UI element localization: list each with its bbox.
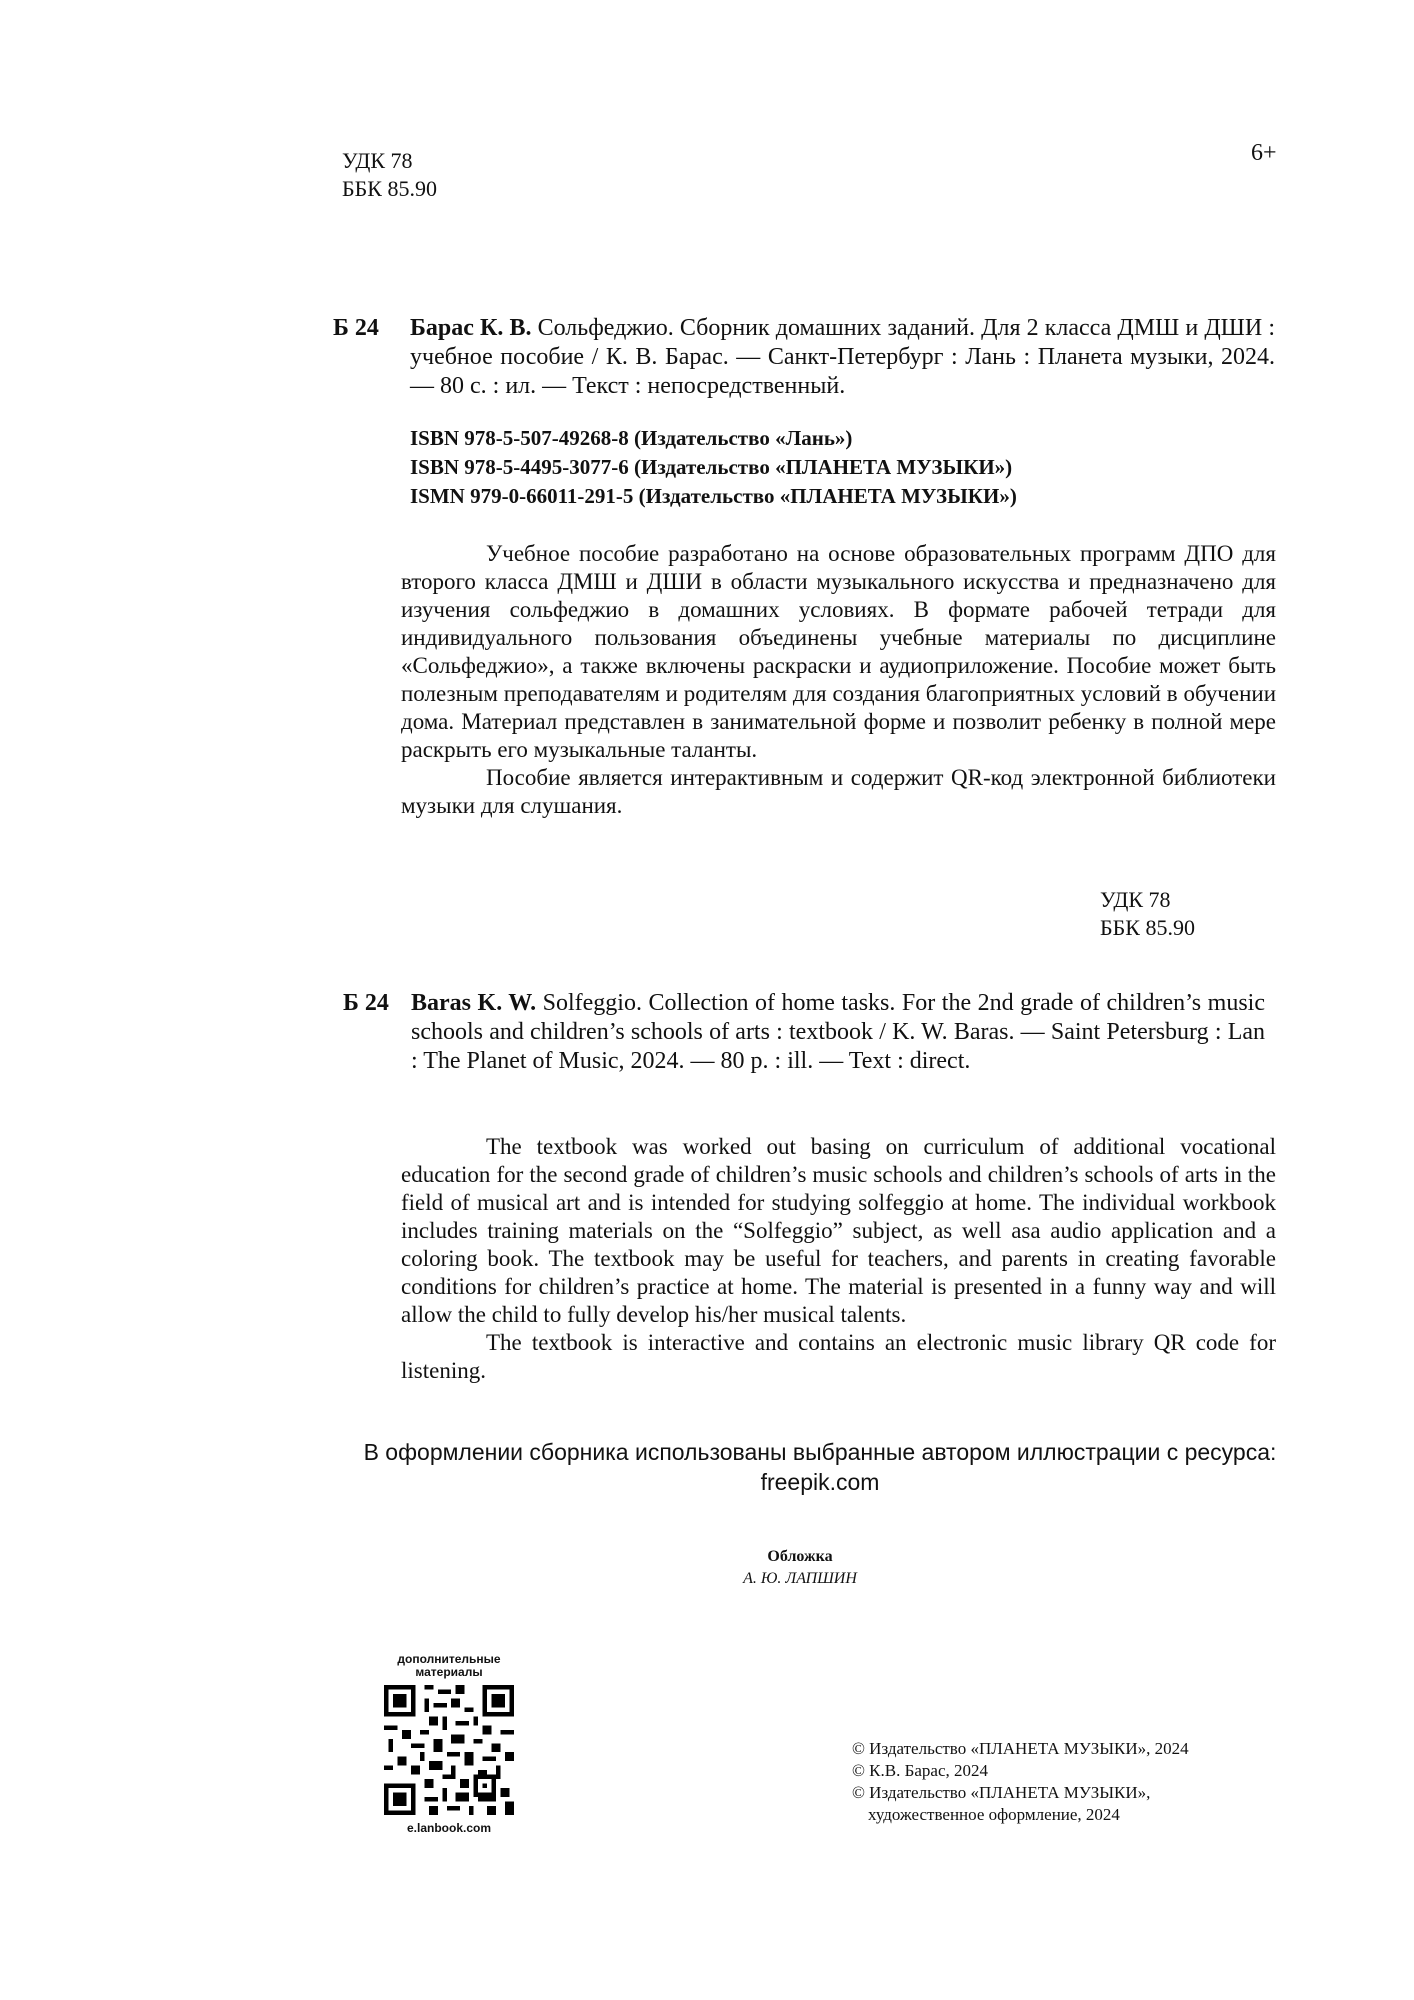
copyright-line: © Издательство «ПЛАНЕТА МУЗЫКИ», [852,1783,1151,1802]
qr-code-icon[interactable] [384,1685,514,1815]
age-rating: 6+ [1251,140,1277,166]
ru-author-code: Б 24 [333,315,379,341]
en-author: Baras K. W. [411,990,537,1016]
qr-caption: дополнительные [397,1652,501,1666]
udk-code: УДК 78 [342,148,413,173]
qr-caption: материалы [415,1665,483,1679]
en-annotation-para: The textbook is interactive and contains an electronic music library QR code for listening. [401,1330,1276,1383]
cover-label: Обложка [767,1548,833,1565]
qr-block [376,1653,522,1835]
ru-annotation [401,540,1276,820]
en-udk-block [1100,886,1195,942]
illustration-credit [320,1437,1320,1497]
ru-description: Сольфеджио. Сборник домашних заданий. Для 2 класса ДМШ и ДШИ : учебное пособие / К. В. Барас. — Санкт-Петербург : Лань : Планета музыки, 2024. — 80 с. : ил. — Текст : непосредственный. [410,315,1275,399]
isbn-line: ISBN 978-5-4495-3077-6 (Издательство «ПЛАНЕТА МУЗЫКИ») [410,455,1013,479]
en-description-first [343,989,1265,1076]
en-udk-code: УДК 78 [1100,887,1171,912]
copyright-block [852,1738,1189,1826]
ru-author: Барас К. В. [410,315,532,341]
en-annotation [401,1133,1276,1385]
cover-credit [650,1546,950,1590]
copyright-line: художественное оформление, 2024 [868,1805,1120,1824]
ru-description-first [333,314,1275,401]
credit-source: freepik.com [760,1469,880,1495]
isbn-list [410,424,1017,511]
isbn-line: ISBN 978-5-507-49268-8 (Издательство «Лань») [410,426,853,450]
bbk-code: ББК 85.90 [342,176,437,201]
ru-bib-entry [333,314,1275,401]
credit-text: В оформлении сборника использованы выбранные автором иллюстрации с ресурса: [363,1439,1277,1465]
copyright-line: © Издательство «ПЛАНЕТА МУЗЫКИ», 2024 [852,1739,1189,1758]
qr-site: e.lanbook.com [406,1821,492,1835]
en-annotation-para: The textbook was worked out basing on curriculum of additional vocational education for the second grade of children’s music schools and children’s schools of arts in the field of musical art and is intended for studying solfeggio at home. The individual workbook includes training materials on the “Solfeggio” subject, as well asa audio application and a coloring book. The textbook may be useful for teachers, and parents in creating favorable conditions for children’s practice at home. The material is presented in a funny way and will allow the child to fully develop his/her musical talents. [401,1134,1276,1327]
en-bib-entry [343,989,1265,1076]
isbn-line: ISMN 979-0-66011-291-5 (Издательство «ПЛАНЕТА МУЗЫКИ») [410,484,1017,508]
copyright-line: © К.В. Барас, 2024 [852,1761,988,1780]
ru-annotation-para: Учебное пособие разработано на основе образовательных программ ДПО для второго класса ДМШ и ДШИ в области музыкального искусства и предназначено для изучения сольфеджио в домашних условиях. В формате рабочей тетради для индивидуального пользования объединены учебные материалы по дисциплине «Сольфеджио», а также включены раскраски и аудиоприложение. Пособие может быть полезным преподавателям и родителям для создания благоприятных условий в обучении дома. Материал представлен в занимательной форме и позволит ребенку в полной мере раскрыть его музыкальные таланты. [401,541,1276,762]
cover-designer: А. Ю. ЛАПШИН [743,1570,857,1587]
en-author-code: Б 24 [343,990,389,1016]
udk-block [342,147,437,203]
en-description: Solfeggio. Collection of home tasks. For the 2nd grade of children’s music schools and children’s schools of arts : textbook / K. W. Baras. — Saint Petersburg : Lan : The Planet of Music, 2024. — 80 p. : ill. — Text : direct. [411,990,1265,1074]
ru-annotation-para: Пособие является интерактивным и содержит QR-код электронной библиотеки музыки для слушания. [401,765,1276,818]
en-bbk-code: ББК 85.90 [1100,915,1195,940]
